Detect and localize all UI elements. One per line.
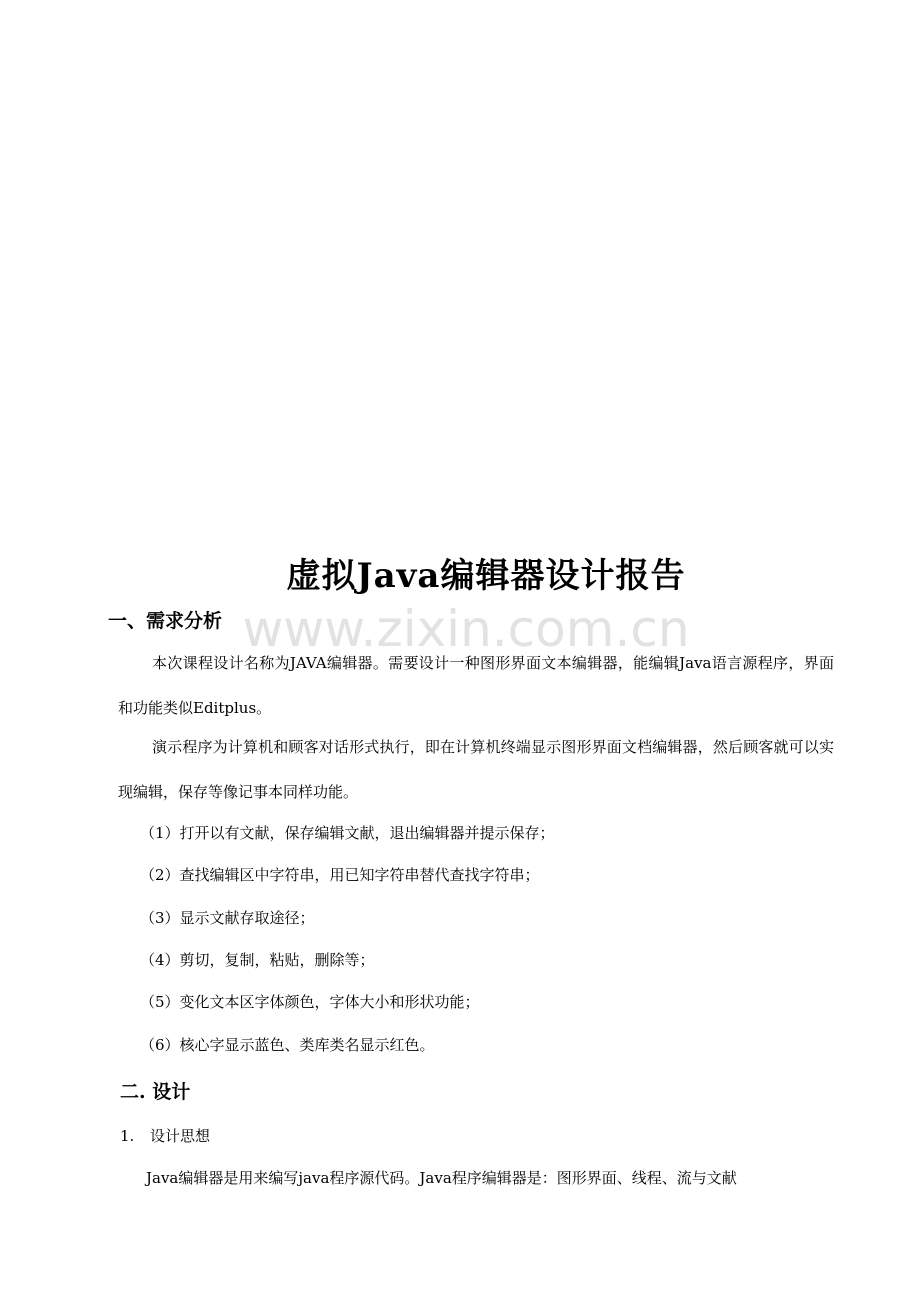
requirement-item: （4）剪切，复制，粘贴，删除等； (140, 951, 375, 969)
section-heading-requirements: 一、需求分析 (108, 610, 223, 632)
subsection-number: 1. (120, 1127, 135, 1145)
watermark: www.zixin.com.cn (242, 600, 690, 658)
section-heading-design: 二. 设计 (120, 1081, 191, 1103)
subsection-heading (120, 1125, 210, 1146)
requirement-item: （1）打开以有文献，保存编辑文献，退出编辑器并提示保存； (140, 824, 555, 842)
requirement-item: （6）核心字显示蓝色、类库类名显示红色。 (140, 1036, 435, 1054)
document-title: 虚拟Java编辑器设计报告 (286, 556, 686, 596)
subsection-title: 设计思想 (150, 1127, 211, 1145)
requirement-item: （2）查找编辑区中字符串，用已知字符串替代查找字符串； (140, 866, 540, 884)
requirement-item: （3）显示文献存取途径； (140, 909, 315, 927)
paragraph-design: Java编辑器是用来编写java程序源代码。Java程序编辑器是：图形界面、线程、流与文献 (146, 1169, 737, 1187)
paragraph-demo: 演示程序为计算机和顾客对话形式执行，即在计算机终端显示图形界面文档编辑器，然后顾客就可以实现编辑，保存等像记事本同样功能。 (118, 738, 834, 801)
paragraph-intro: 本次课程设计名称为JAVA编辑器。需要设计一种图形界面文本编辑器，能编辑Java语言源程序，界面和功能类似Editplus。 (118, 654, 834, 717)
requirement-item: （5）变化文本区字体颜色，字体大小和形状功能； (140, 993, 480, 1011)
